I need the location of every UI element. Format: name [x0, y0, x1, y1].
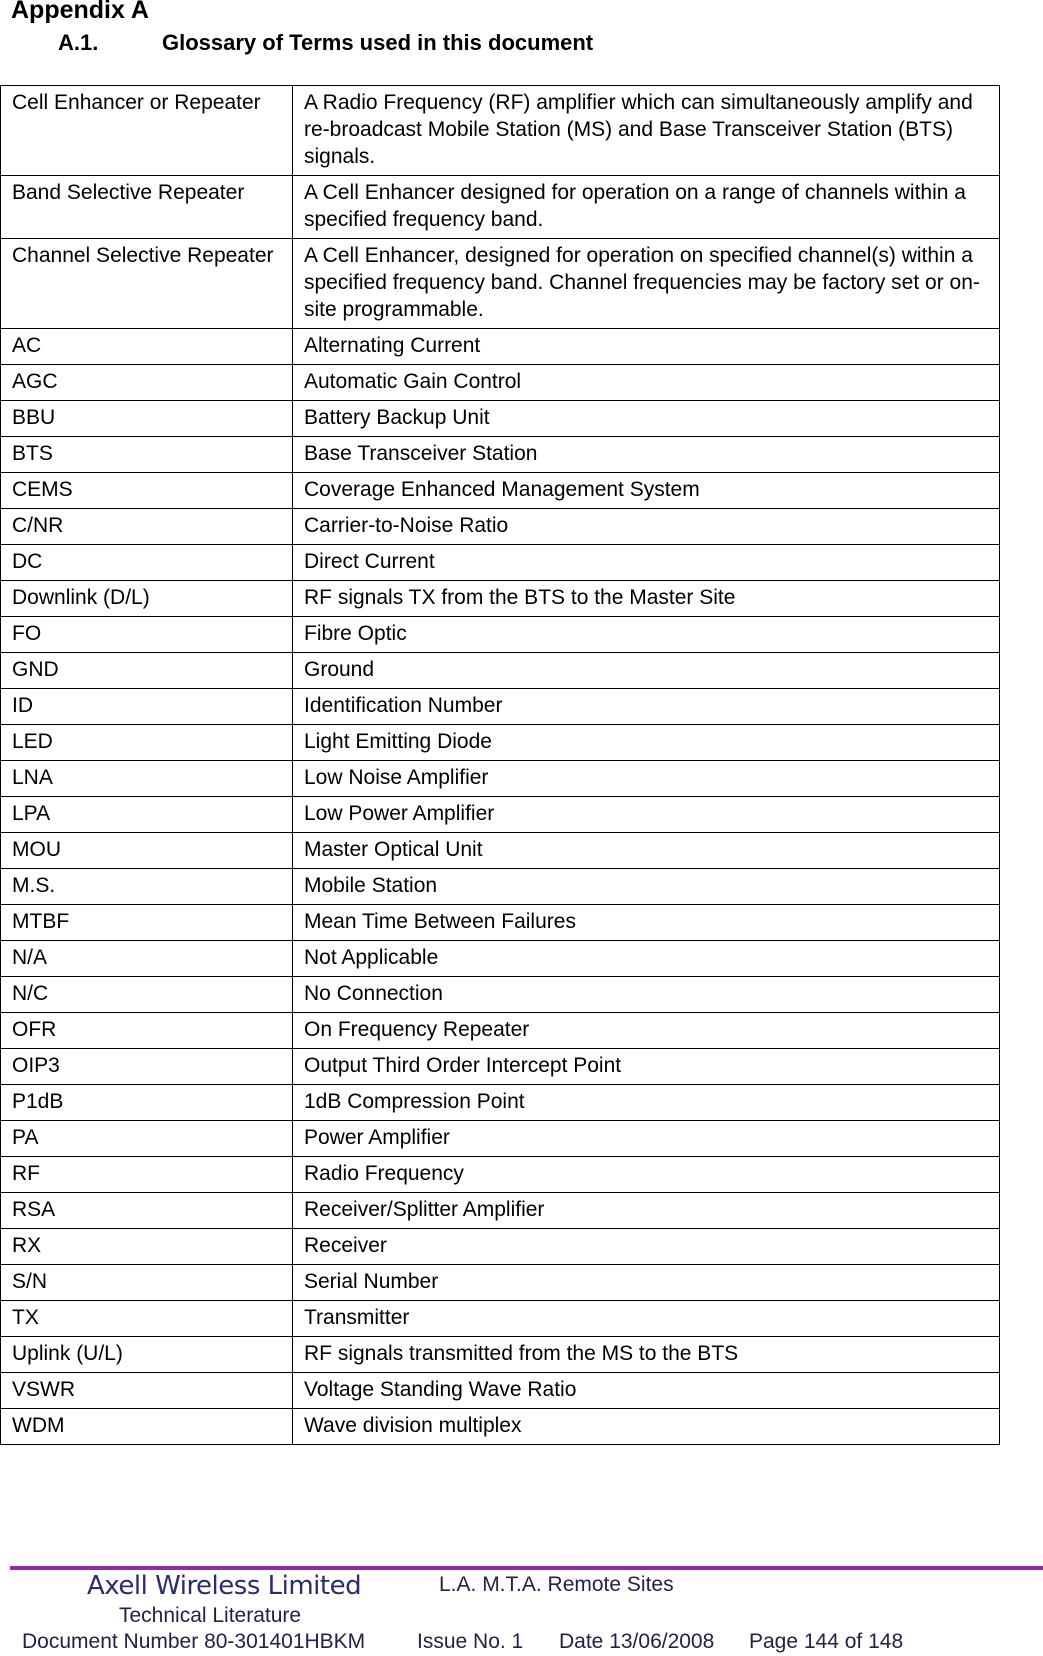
glossary-body	[1, 86, 1000, 1445]
glossary-definition: A Radio Frequency (RF) amplifier which can simultaneously amplify and re-broadcast Mobile Station (MS) and Base Transceiver Station (BTS) signals.	[293, 86, 1000, 176]
glossary-row	[1, 941, 1000, 977]
glossary-term: RF	[1, 1157, 293, 1193]
glossary-row	[1, 869, 1000, 905]
glossary-term: FO	[1, 617, 293, 653]
glossary-row	[1, 761, 1000, 797]
glossary-definition: Alternating Current	[293, 329, 1000, 365]
glossary-definition: Power Amplifier	[293, 1121, 1000, 1157]
glossary-term: MOU	[1, 833, 293, 869]
glossary-definition: Receiver	[293, 1229, 1000, 1265]
glossary-definition: Automatic Gain Control	[293, 365, 1000, 401]
glossary-definition: Receiver/Splitter Amplifier	[293, 1193, 1000, 1229]
glossary-table	[0, 85, 1000, 1445]
glossary-definition: A Cell Enhancer designed for operation on a range of channels within a specified frequency band.	[293, 176, 1000, 239]
glossary-definition: Radio Frequency	[293, 1157, 1000, 1193]
glossary-term: Uplink (U/L)	[1, 1337, 293, 1373]
glossary-row	[1, 176, 1000, 239]
glossary-term: RSA	[1, 1193, 293, 1229]
glossary-term: TX	[1, 1301, 293, 1337]
glossary-definition: Not Applicable	[293, 941, 1000, 977]
glossary-definition: Output Third Order Intercept Point	[293, 1049, 1000, 1085]
glossary-term: Downlink (D/L)	[1, 581, 293, 617]
glossary-row	[1, 1121, 1000, 1157]
glossary-term: DC	[1, 545, 293, 581]
glossary-definition: Voltage Standing Wave Ratio	[293, 1373, 1000, 1409]
glossary-definition: Direct Current	[293, 545, 1000, 581]
glossary-definition: RF signals transmitted from the MS to the BTS	[293, 1337, 1000, 1373]
glossary-term: LED	[1, 725, 293, 761]
glossary-term: AGC	[1, 365, 293, 401]
glossary-term: RX	[1, 1229, 293, 1265]
glossary-row	[1, 1193, 1000, 1229]
glossary-term: Band Selective Repeater	[1, 176, 293, 239]
glossary-row	[1, 689, 1000, 725]
glossary-row	[1, 86, 1000, 176]
glossary-term: WDM	[1, 1409, 293, 1445]
glossary-row	[1, 797, 1000, 833]
glossary-row	[1, 905, 1000, 941]
glossary-term: N/C	[1, 977, 293, 1013]
glossary-term: N/A	[1, 941, 293, 977]
glossary-row	[1, 365, 1000, 401]
glossary-term: OIP3	[1, 1049, 293, 1085]
glossary-definition: RF signals TX from the BTS to the Master Site	[293, 581, 1000, 617]
glossary-row	[1, 1013, 1000, 1049]
glossary-definition: On Frequency Repeater	[293, 1013, 1000, 1049]
glossary-term: CEMS	[1, 473, 293, 509]
section-heading	[58, 30, 593, 56]
glossary-row	[1, 581, 1000, 617]
glossary-term: LNA	[1, 761, 293, 797]
glossary-row	[1, 509, 1000, 545]
glossary-term: C/NR	[1, 509, 293, 545]
glossary-definition: Master Optical Unit	[293, 833, 1000, 869]
glossary-row	[1, 473, 1000, 509]
glossary-definition: Battery Backup Unit	[293, 401, 1000, 437]
glossary-definition: Serial Number	[293, 1265, 1000, 1301]
issue-number: Issue No. 1	[417, 1630, 524, 1653]
document-number: Document Number 80-301401HBKM	[22, 1630, 366, 1653]
glossary-term: M.S.	[1, 869, 293, 905]
glossary-definition: 1dB Compression Point	[293, 1085, 1000, 1121]
glossary-row	[1, 1085, 1000, 1121]
glossary-definition: No Connection	[293, 977, 1000, 1013]
glossary-term: AC	[1, 329, 293, 365]
glossary-term: BTS	[1, 437, 293, 473]
glossary-row	[1, 1157, 1000, 1193]
glossary-term: P1dB	[1, 1085, 293, 1121]
glossary-row	[1, 437, 1000, 473]
glossary-row	[1, 725, 1000, 761]
section-title: Glossary of Terms used in this document	[162, 30, 594, 55]
glossary-row	[1, 239, 1000, 329]
glossary-row	[1, 1049, 1000, 1085]
glossary-definition: Wave division multiplex	[293, 1409, 1000, 1445]
technical-literature-label: Technical Literature	[119, 1604, 302, 1627]
glossary-row	[1, 1409, 1000, 1445]
glossary-row	[1, 977, 1000, 1013]
glossary-definition: Identification Number	[293, 689, 1000, 725]
glossary-term: MTBF	[1, 905, 293, 941]
glossary-term: ID	[1, 689, 293, 725]
page-number: Page 144 of 148	[749, 1630, 904, 1653]
glossary-definition: Light Emitting Diode	[293, 725, 1000, 761]
glossary-row	[1, 401, 1000, 437]
glossary-row	[1, 545, 1000, 581]
glossary-term: Channel Selective Repeater	[1, 239, 293, 329]
document-date: Date 13/06/2008	[559, 1630, 715, 1653]
company-name: Axell Wireless Limited	[87, 1571, 362, 1601]
footer-rule	[10, 1566, 1043, 1570]
glossary-definition: Mean Time Between Failures	[293, 905, 1000, 941]
glossary-definition: Ground	[293, 653, 1000, 689]
glossary-row	[1, 617, 1000, 653]
glossary-row	[1, 833, 1000, 869]
appendix-title: Appendix A	[11, 0, 149, 24]
glossary-definition: Mobile Station	[293, 869, 1000, 905]
glossary-term: VSWR	[1, 1373, 293, 1409]
glossary-row	[1, 1337, 1000, 1373]
glossary-definition: Transmitter	[293, 1301, 1000, 1337]
glossary-row	[1, 329, 1000, 365]
glossary-term: LPA	[1, 797, 293, 833]
glossary-term: S/N	[1, 1265, 293, 1301]
glossary-definition: Fibre Optic	[293, 617, 1000, 653]
glossary-definition: Coverage Enhanced Management System	[293, 473, 1000, 509]
glossary-row	[1, 653, 1000, 689]
glossary-row	[1, 1265, 1000, 1301]
glossary-term: OFR	[1, 1013, 293, 1049]
glossary-term: PA	[1, 1121, 293, 1157]
glossary-term: Cell Enhancer or Repeater	[1, 86, 293, 176]
glossary-term: BBU	[1, 401, 293, 437]
glossary-row	[1, 1301, 1000, 1337]
glossary-definition: Carrier-to-Noise Ratio	[293, 509, 1000, 545]
glossary-definition: A Cell Enhancer, designed for operation on specified channel(s) within a specified frequency band. Channel frequencies may be factory set or on-site programmable.	[293, 239, 1000, 329]
glossary-definition: Low Power Amplifier	[293, 797, 1000, 833]
site-name: L.A. M.T.A. Remote Sites	[439, 1573, 674, 1596]
glossary-term: GND	[1, 653, 293, 689]
glossary-definition: Low Noise Amplifier	[293, 761, 1000, 797]
glossary-row	[1, 1373, 1000, 1409]
glossary-row	[1, 1229, 1000, 1265]
section-number: A.1.	[58, 30, 99, 55]
glossary-definition: Base Transceiver Station	[293, 437, 1000, 473]
